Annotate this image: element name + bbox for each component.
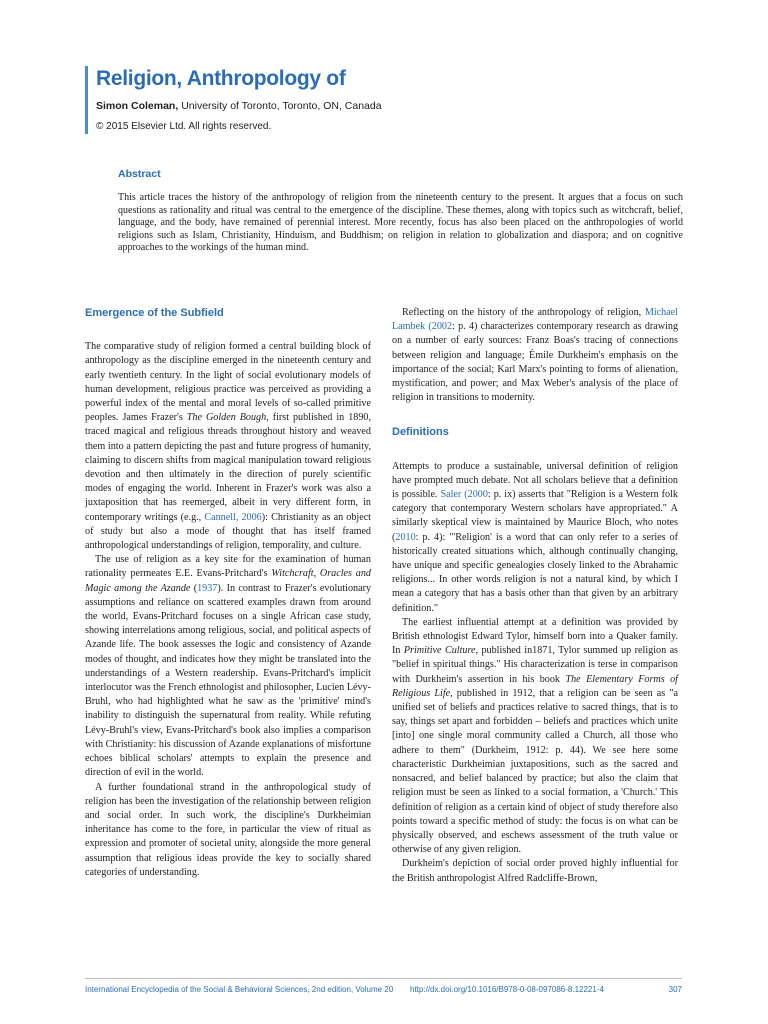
- paragraph: Attempts to produce a sustainable, universal definition of religion have prompted much debate. Not all scholars believe that a definition is possible. Saler (2000: p. ix) asserts that "Religion is a Western folk category that contemporary Western scholars have appropriated." A similarly skeptical view is maintained by Maurice Bloch, who notes (2010: p. 4): "'Religion' is a word that can only refer to a series of historically created situations which, although continually changing, have unique and specific genealogies closely linked to the Abrahamic religions... In other words religion is not a natural kind, by which I mean a category that has a basis other than that given by an arbitrary definition.": [392, 460, 678, 614]
- author-affiliation: University of Toronto, Toronto, ON, Canada: [181, 100, 382, 112]
- author-name: Simon Coleman,: [96, 100, 179, 112]
- book-title: Primitive Culture: [403, 645, 476, 657]
- section-heading-emergence: Emergence of the Subfield: [85, 307, 224, 319]
- left-column: [85, 306, 371, 880]
- abstract-section: [118, 168, 683, 255]
- paragraph: The comparative study of religion formed a central building block of anthropology as the discipline emerged in the nineteenth century and early twentieth century. In the light of social evolutionary models of human development, religious practice was perceived as providing a powerful index of the mental and moral levels of so-called primitive peoples. James Frazer's The Golden Bough, first published in 1890, traced magical and religious threads throughout history and weaved them into a pattern depicting the past and future progress of humanity, claiming to discern shifts from magical manipulation toward religious devotion and then ultimately in the direction of purely scientific modes of engaging the world. Inherent in Frazer's work was also a juxtaposition that has reemerged, albeit in very different form, in contemporary writings (e.g., Cannell, 2006): Christianity as an object of study but also a mode of thought that has itself framed anthropological understandings of religion, temporality, and culture.: [85, 341, 371, 552]
- right-column: [392, 306, 678, 886]
- citation-link[interactable]: Michael Lambek (2002: [392, 307, 678, 333]
- abstract-heading: Abstract: [118, 168, 161, 180]
- article-title: Religion, Anthropology of: [96, 67, 346, 90]
- citation-link[interactable]: Saler (2000: [440, 489, 488, 501]
- page-number: 307: [668, 985, 682, 994]
- copyright-notice: © 2015 Elsevier Ltd. All rights reserved.: [96, 121, 272, 132]
- paragraph: Durkheim's depiction of social order proved highly influential for the British anthropologist Alfred Radcliffe-Brown,: [392, 858, 678, 884]
- paragraph: Reflecting on the history of the anthropology of religion, Michael Lambek (2002: p. 4) characterizes contemporary research as drawing on a number of early sources: Franz Boas's tracing of connections between religion and language; Émile Durkheim's emphasis on the importance of the social; Karl Marx's pointing to forms of alienation, mystification, and power; and Max Weber's analysis of the place of religion in transitions to modernity.: [392, 307, 679, 404]
- footer-source: International Encyclopedia of the Social & Behavioral Sciences, 2nd edition, Volume 20: [85, 985, 394, 994]
- book-title: The Elementary Forms of Religious Life: [392, 673, 678, 699]
- paragraph: The earliest influential attempt at a definition was provided by British ethnologist Edward Tylor, himself born into a Quaker family. In Primitive Culture, published in1871, Tylor summed up religion as "belief in spiritual things." His characterization is terse in comparison with Durkheim's assertion in his book The Elementary Forms of Religious Life, published in 1912, that a religion can be seen as "a unified set of beliefs and practices relative to sacred things, that is to say, things set apart and forbidden – beliefs and practices which unite [into] one single moral community called a Church, all those who adhere to them" (Durkheim, 1912: p. 44). We see here some characteristic Durkheimian juxtapositions, such as the sacred and nonsacred, and belief balanced by practice; but also the claim that religion must be seen as linked to a social formation, a 'Church.' This definition of religion as a certain kind of object of study therefore also points toward a specific method of study: the focus is on what can be physically observed, and eschews assessment of the truth value or otherwise of any given religion.: [392, 616, 679, 856]
- book-title: Witchcraft, Oracles and Magic among the Azande: [85, 568, 371, 594]
- page-footer: [85, 978, 682, 994]
- citation-link[interactable]: 2010: [395, 531, 416, 543]
- footer-doi-link[interactable]: http://dx.doi.org/10.1016/B978-0-08-097086-8.12221-4: [410, 985, 604, 994]
- book-title: The Golden Bough: [186, 412, 267, 424]
- article-header: [85, 66, 696, 134]
- paragraph: A further foundational strand in the anthropological study of religion has been the investigation of the relationship between religion and social order. In such work, the discipline's Durkheimian inheritance has come to the fore, in particular the view of ritual as expression and promoter of societal unity, alongside the more general assumption that religious ideas provide the key to socially shared categories of understanding.: [85, 781, 371, 878]
- paragraph: The use of religion as a key site for the examination of human rationality permeates E.E. Evans-Pritchard's Witchcraft, Oracles and Magic among the Azande (1937). In contrast to Frazer's evolutionary assumptions and reliance on scattered examples drawn from around the world, Evans-Pritchard focuses on a single African case study, showing interrelations among religious, social, and political aspects of Azande life. The book assesses the logic and consistency of Azande modes of thought, and indicates how they might be translated into the understandings of a Western readership. Evans-Pritchard's implicit interlocutor was the French ethnologist and philosopher, Lucien Lévy-Bruhl, who had highlighted what he saw as the 'primitive' mind's inability to distinguish the supernatural from reality. While refuting Lévy-Bruhl's view, Evans-Pritchard's book also implies a comparison with Christianity: his discussion of Azande explanations of misfortune echoes biblical scholars' attempts to explain the presence and direction of evil in the world.: [85, 554, 372, 779]
- abstract-text: This article traces the history of the anthropology of religion from the nineteenth century to the present. It argues that a focus on such questions as rationality and ritual was central to the emergence of the discipline. These themes, along with topics such as witchcraft, belief, language, and the body, have remained of perennial interest. More recently, focus has also been placed on the anthropologies of world religions such as Islam, Christianity, Hinduism, and Buddhism; on religion in relation to globalization and diaspora; and on cognitive approaches to the workings of the human mind.: [118, 192, 683, 254]
- citation-link[interactable]: 1937: [197, 582, 218, 594]
- author-line: [96, 98, 696, 114]
- section-heading-definitions: Definitions: [392, 426, 449, 439]
- citation-link[interactable]: Cannell, 2006: [204, 511, 262, 523]
